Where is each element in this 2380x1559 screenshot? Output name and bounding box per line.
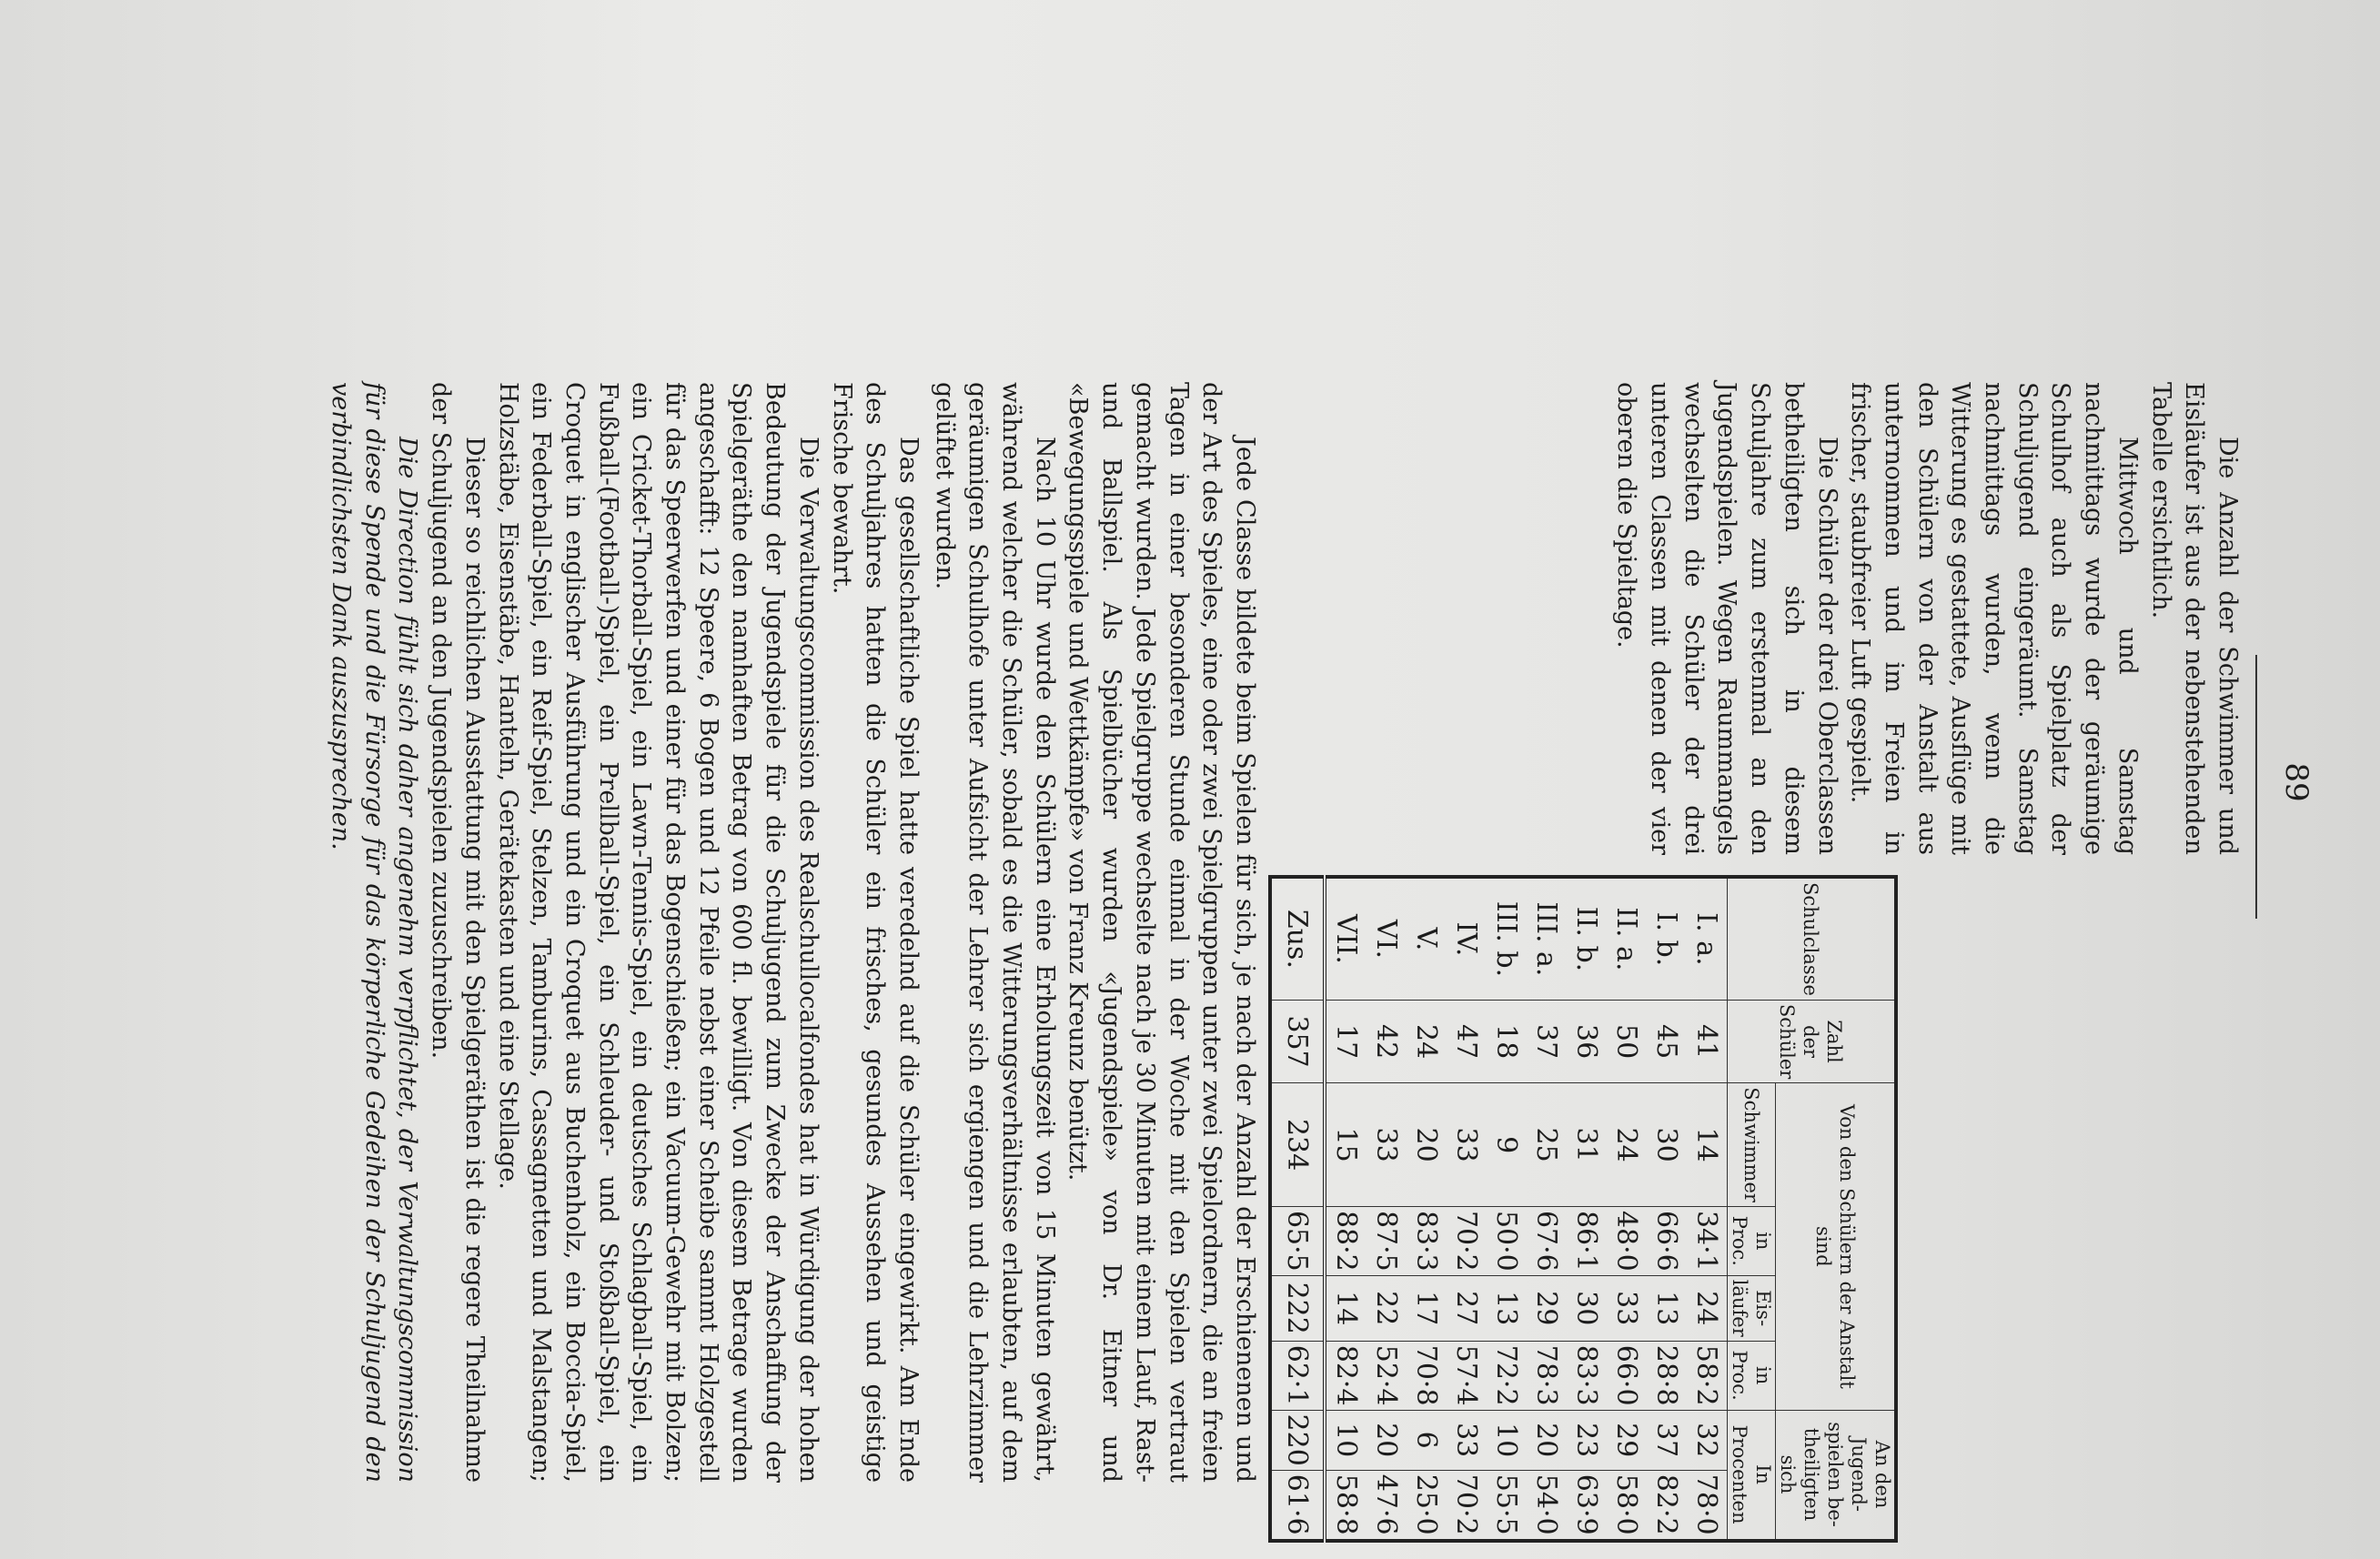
cell-value: 87·5 (1366, 1206, 1407, 1275)
cell-value: 83·3 (1407, 1206, 1447, 1275)
intro-paragraph: Mittwoch und Samstag nachmittags wurde der geräumige Schulhof auch als Spielplatz der Schuljugend eingeräumt. Samstag nachmittags wurden, wenn die Witterung es gestattete, Ausflüge mit den Schülern von der Anstalt aus unternommen und im Freien in frischer, staubfreier Luft gespielt. (1846, 382, 2142, 855)
body-paragraph-block (323, 382, 924, 1483)
cell-value: 34·1 (1687, 1206, 1728, 1275)
table-row (1487, 877, 1527, 1541)
cell-value: 32 (1687, 1410, 1728, 1470)
table-row (1607, 877, 1647, 1541)
cell-value: 234 (1270, 1083, 1325, 1207)
cell-value: 6 (1407, 1410, 1447, 1470)
cell-value: 88·2 (1325, 1206, 1366, 1275)
cell-value: 50 (1607, 1000, 1647, 1082)
cell-value: 83·3 (1567, 1341, 1607, 1410)
intro-paragraph: Die Anzahl der Schwimmer und Eisläufer ist aus der nebenstehenden Tabelle ersichtlich. (2146, 382, 2242, 855)
cell-value: 54·0 (1527, 1470, 1567, 1540)
cell-value: 33 (1607, 1275, 1647, 1341)
cell-class: II. b. (1567, 877, 1607, 1000)
cell-class: III. b. (1487, 877, 1527, 1000)
cell-value: 36 (1567, 1000, 1607, 1082)
cell-value: 42 (1366, 1000, 1407, 1082)
cell-value: 22 (1366, 1275, 1407, 1341)
cell-value: 55·5 (1487, 1470, 1527, 1540)
cell-value: 66·6 (1647, 1206, 1687, 1275)
cell-class: VI. (1366, 877, 1407, 1000)
cell-value: 17 (1325, 1000, 1366, 1082)
cell-value: 24 (1687, 1275, 1728, 1341)
cell-value: 20 (1527, 1410, 1567, 1470)
cell-value: 82·2 (1647, 1470, 1687, 1540)
cell-value: 58·2 (1687, 1341, 1728, 1410)
cell-value: 58·0 (1607, 1470, 1647, 1540)
cell-value: 78·3 (1527, 1341, 1567, 1410)
cell-value: 45 (1647, 1000, 1687, 1082)
cell-value: 222 (1270, 1275, 1325, 1341)
cell-value: 31 (1567, 1083, 1607, 1207)
body-paragraph-block (927, 382, 1261, 1483)
body-paragraph-italic (323, 382, 423, 1483)
cell-value: 78·0 (1687, 1470, 1728, 1540)
cell-value: 41 (1687, 1000, 1728, 1082)
intro-paragraph: Die Schüler der drei Oberclassen betheiligten sich in diesem Schuljahre zum erstenmal an den Jugendspielen. Wegen Raummangels wechselten die Schüler der drei unteren Classen mit denen der vier oberen die Spieltage. (1612, 382, 1841, 855)
cell-value: 9 (1487, 1083, 1527, 1207)
cell-value: 20 (1366, 1410, 1407, 1470)
table-row (1527, 877, 1567, 1541)
cell-value: 61·6 (1270, 1470, 1325, 1540)
cell-value: 48·0 (1607, 1206, 1647, 1275)
cell-value: 50·0 (1487, 1206, 1527, 1275)
cell-value: 47 (1447, 1000, 1487, 1082)
cell-value: 47·6 (1366, 1470, 1407, 1540)
table-row (1366, 877, 1407, 1541)
cell-class: II. a. (1607, 877, 1647, 1000)
body-paragraph: Die Verwaltungscommission des Realschullocalfondes hat in Würdigung der hohen Bedeutung der Jugendspiele für die Schuljugend zum Zwecke der Anschaffung der Spielgeräthe den namhaften Betrag von 600 fl. bewilligt. Von diesem Betrage wurden angeschafft: 12 Speere, 6 Bogen und 12 Pfeile nebst einer Scheibe sammt Holzgestell für das Speerwerfen und einer für das Bogenschießen; ein Vacuum-Gewehr mit Bolzen; ein Cricket-Thorball-Spiel, ein Lawn-Tennis-Spiel, ein deutsches Schlagball-Spiel, ein Fußball-(Football-)Spiel, ein Prellball-Spiel, ein Schleuder- und Stoßball-Spiel, ein Croquet in englischer Ausführung und ein Croquet aus Buchenholz, ein Boccia-Spiel, ein Federball-Spiel, ein Reif-Spiel, Stelzen, Tamburins, Cassagnetten und Malstangen; Holzstäbe, Eisenstäbe, Hanteln, Gerätekasten und eine Stellage. (493, 382, 822, 1483)
cell-value: 33 (1366, 1083, 1407, 1207)
cell-value: 70·8 (1407, 1341, 1447, 1410)
cell-value: 30 (1647, 1083, 1687, 1207)
header-rule (2255, 655, 2257, 919)
cell-value: 30 (1567, 1275, 1607, 1341)
cell-value: 29 (1607, 1410, 1647, 1470)
cell-value: 15 (1325, 1083, 1366, 1207)
header-group: Von den Schülern der Anstalt sind (1776, 1083, 1897, 1410)
header-jugendspiele: An den Jugend-spielen be-theiligten sich (1776, 1410, 1897, 1541)
cell-value: 10 (1487, 1410, 1527, 1470)
cell-class: III. a. (1527, 877, 1567, 1000)
body-paragraph: Das gesellschaftliche Spiel hatte veredelnd auf die Schüler eingewirkt. Am Ende des Schuljahres hatten die Schüler ein frisches, gesundes Aussehen und geistige Frische bewahrt. (827, 382, 923, 1483)
cell-value: 72·2 (1487, 1341, 1527, 1410)
cell-value: 24 (1607, 1083, 1647, 1207)
cell-value: 33 (1447, 1410, 1487, 1470)
cell-value: 10 (1325, 1410, 1366, 1470)
body-paragraph: Jede Classe bildete beim Spielen für sich, je nach der Anzahl der Erschienenen und der Art des Spieles, eine oder zwei Spielgruppen unter zwei Spielordnern, die an freien Tagen in einer besonderen Stunde einmal in der Woche mit den Spielen vertraut gemacht wurden. Jede Spielgruppe wechselte nach je 30 Minuten mit einem Lauf, Rast- und Ballspiel. Als Spielbücher wurden «Jugendspiele» von Dr. Eitner und «Bewegungsspiele und Wettkämpfe» von Franz Kreunz benützt. (1064, 382, 1259, 1483)
cell-value: 63·9 (1567, 1470, 1607, 1540)
cell-value: 58·8 (1325, 1470, 1366, 1540)
cell-value: 25 (1527, 1083, 1567, 1207)
cell-class: Zus. (1270, 877, 1325, 1000)
header-eislaeufer: Eis-läufer (1728, 1275, 1776, 1341)
page-number: 89 (2278, 762, 2314, 802)
table-row (1407, 877, 1447, 1541)
header-in-proc: in Proc. (1728, 1341, 1776, 1410)
table-row (1325, 877, 1366, 1541)
cell-value: 70·2 (1447, 1470, 1487, 1540)
closing-sentence: Die Direction fühlt sich daher angenehm verpflichtet, der Verwaltungscommission für diese Spende und die Fürsorge für das körperliche Gedeihen der Schuljugend den verbindlichsten Dank auszusprechen. (327, 382, 422, 1483)
cell-class: VII. (1325, 877, 1366, 1000)
cell-value: 66·0 (1607, 1341, 1647, 1410)
table-total-row (1270, 877, 1325, 1541)
cell-value: 13 (1487, 1275, 1527, 1341)
cell-value: 33 (1447, 1083, 1487, 1207)
header-in-procenten: In Procenten (1728, 1410, 1776, 1541)
cell-value: 70·2 (1447, 1206, 1487, 1275)
cell-value: 82·4 (1325, 1341, 1366, 1410)
cell-value: 37 (1647, 1410, 1687, 1470)
header-schwimmer: Schwimmer (1728, 1083, 1776, 1207)
table-row (1687, 877, 1728, 1541)
cell-value: 67·6 (1527, 1206, 1567, 1275)
cell-value: 17 (1407, 1275, 1447, 1341)
cell-class: I. b. (1647, 877, 1687, 1000)
cell-value: 27 (1447, 1275, 1487, 1341)
cell-value: 23 (1567, 1410, 1607, 1470)
cell-value: 37 (1527, 1000, 1567, 1082)
cell-value: 18 (1487, 1000, 1527, 1082)
cell-value: 28·8 (1647, 1341, 1687, 1410)
cell-value: 86·1 (1567, 1206, 1607, 1275)
header-zahl: Zahl der Schüler (1728, 1000, 1897, 1082)
cell-value: 220 (1270, 1410, 1325, 1470)
cell-value: 52·4 (1366, 1341, 1407, 1410)
cell-value: 29 (1527, 1275, 1567, 1341)
header-in-proc: in Proc. (1728, 1206, 1776, 1275)
cell-class: IV. (1447, 877, 1487, 1000)
cell-value: 357 (1270, 1000, 1325, 1082)
cell-value: 62·1 (1270, 1341, 1325, 1410)
table-row (1647, 877, 1687, 1541)
cell-value: 14 (1325, 1275, 1366, 1341)
statistics-table (1268, 875, 1898, 1543)
cell-value: 20 (1407, 1083, 1447, 1207)
cell-value: 24 (1407, 1000, 1447, 1082)
cell-value: 57·4 (1447, 1341, 1487, 1410)
cell-value: 13 (1647, 1275, 1687, 1341)
body-paragraph: Nach 10 Uhr wurde den Schülern eine Erholungszeit von 15 Minuten gewährt, während welcher die Schüler, sobald es die Witterungsverhältnisse erlaubten, auf dem geräumigen Schulhofe unter Aufsicht der Lehrer sich ergiengen und die Lehrzimmer gelüftet wurden. (930, 382, 1059, 1483)
cell-value: 65·5 (1270, 1206, 1325, 1275)
body-paragraph: Dieser so reichlichen Ausstattung mit den Spielgeräthen ist die regere Theilnahme der Schuljugend an den Jugendspielen zuzuschreiben. (427, 382, 489, 1483)
table-row (1567, 877, 1607, 1541)
cell-class: V. (1407, 877, 1447, 1000)
cell-value: 25·0 (1407, 1470, 1447, 1540)
cell-class: I. a. (1687, 877, 1728, 1000)
header-schulclasse: Schulclasse (1728, 877, 1897, 1000)
intro-column (1609, 382, 2244, 855)
table-row (1447, 877, 1487, 1541)
cell-value: 14 (1687, 1083, 1728, 1207)
